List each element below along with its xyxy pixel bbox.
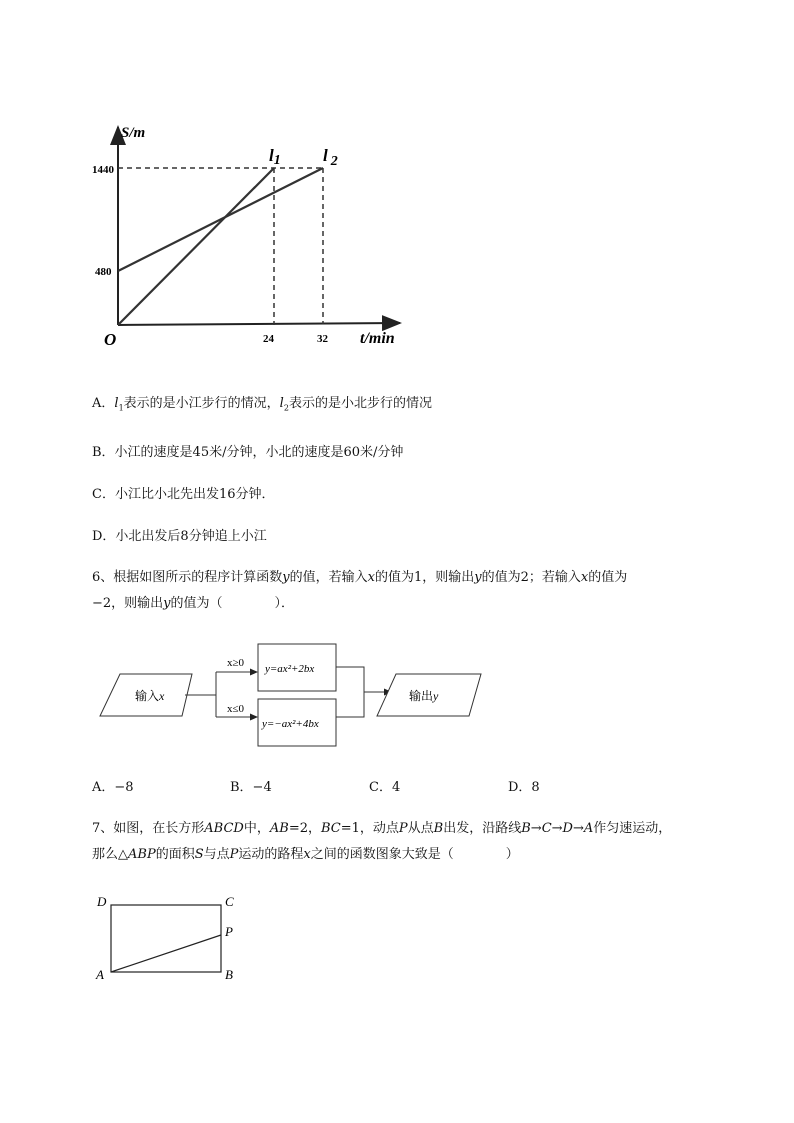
origin-label: O [104,330,117,349]
rectangle-figure [90,890,250,990]
x-axis-label: t/min [360,330,395,347]
option-b: B．小江的速度是45米/分钟，小北的速度是60米/分钟 [92,445,404,460]
segment-ap [111,935,221,972]
output-text: 输出y [409,689,439,703]
vertex-a: A [96,967,104,982]
cond-bottom: x≤0 [227,703,245,715]
y-tick-1440: 1440 [92,164,114,176]
merge-lines [336,667,364,717]
q6-option-d: D．8 [508,780,540,795]
label-l2: l $_2$ [323,146,338,169]
q6-option-a: A．−8 [92,780,134,795]
x-tick-32: 32 [317,333,328,345]
y-tick-480: 480 [95,266,112,278]
vertex-d: D [97,894,107,909]
q6-line2: −2，则输出y的值为（ ）． [92,596,295,611]
rectangle-abcd [111,905,221,972]
vertex-b: B [225,967,233,982]
func-top: y=ax²+2bx [265,663,315,675]
x-tick-24: 24 [263,333,274,345]
q7-line1: 7、如图，在长方形ABCD中，AB=2，BC=1，动点P从点B出发，沿路线B→C→D→A作匀速运动， [92,821,672,836]
option-d: D．小北出发后8分钟追上小江 [92,529,267,544]
line-l2 [118,168,323,271]
label-l1: l1 [269,146,281,168]
func-bottom: y=−ax²+4bx [262,718,319,730]
q6-option-c: C．4 [369,780,401,795]
option-a: A．$l_1$表示的是小江步行的情况，$l_2$表示的是小北步行的情况 [92,396,432,413]
q6-option-b: B．−4 [230,780,272,795]
program-flowchart [95,640,490,755]
vertex-c: C [225,894,234,909]
distance-time-graph [90,115,420,355]
y-axis-label: S/m [121,125,146,141]
x-axis [118,323,400,325]
input-text: 输入x [135,689,165,703]
q7-line2: 那么△ABP的面积S与点P运动的路程x之间的函数图象大致是（ ） [92,847,519,862]
q6-line1: 6、根据如图所示的程序计算函数y的值，若输入x的值为1，则输出y的值为2；若输入x的值为 [92,570,628,585]
line-l1 [118,168,274,325]
cond-top: x≥0 [227,657,245,669]
option-c: C．小江比小北先出发16分钟． [92,487,275,502]
vertex-p: P [225,924,233,939]
